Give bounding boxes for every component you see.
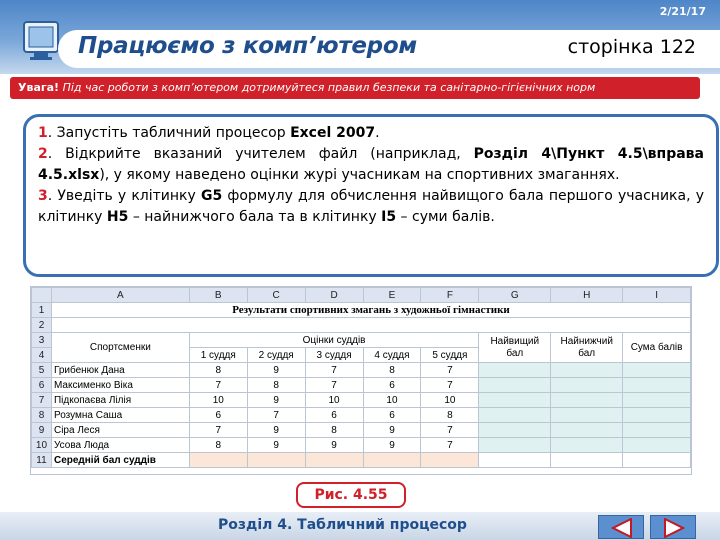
score-cell: 9 xyxy=(305,438,363,453)
column-header: D xyxy=(305,288,363,303)
score-cell: 8 xyxy=(189,438,247,453)
min-cell xyxy=(551,438,623,453)
score-cell: 7 xyxy=(421,438,479,453)
spreadsheet-figure xyxy=(30,286,692,475)
max-cell xyxy=(479,363,551,378)
sheet-title: Результати спортивних змагань з художньої гімнастики xyxy=(51,303,690,318)
computer-icon xyxy=(22,18,62,62)
page-reference: сторінка 122 xyxy=(567,36,696,58)
average-label: Середній бал суддів xyxy=(51,453,189,468)
row-number: 10 xyxy=(32,438,52,453)
avg-cell xyxy=(189,453,247,468)
athlete-name: Максименко Віка xyxy=(51,378,189,393)
avg-cell xyxy=(305,453,363,468)
score-cell: 9 xyxy=(247,363,305,378)
row-number: 4 xyxy=(32,348,52,363)
task-list xyxy=(38,123,704,228)
table-row xyxy=(32,378,691,393)
score-cell: 7 xyxy=(421,378,479,393)
row-number: 2 xyxy=(32,318,52,333)
header-sum: Сума балів xyxy=(623,333,691,363)
score-cell: 9 xyxy=(247,438,305,453)
column-header: I xyxy=(623,288,691,303)
min-cell xyxy=(551,378,623,393)
judge-header: 3 суддя xyxy=(305,348,363,363)
score-cell: 10 xyxy=(363,393,421,408)
task-3 xyxy=(38,186,704,228)
score-cell: 6 xyxy=(363,408,421,423)
row-number: 1 xyxy=(32,303,52,318)
task-2-end: ), у якому наведено оцінки журі учасникам на спортивних змаганнях. xyxy=(99,167,620,183)
column-header: C xyxy=(247,288,305,303)
score-cell: 8 xyxy=(247,378,305,393)
avg-cell xyxy=(421,453,479,468)
header-scores: Оцінки суддів xyxy=(189,333,479,348)
judge-header: 2 суддя xyxy=(247,348,305,363)
column-header: F xyxy=(421,288,479,303)
sum-cell xyxy=(623,423,691,438)
score-cell: 9 xyxy=(247,423,305,438)
sum-cell xyxy=(623,393,691,408)
warning-label: Увага! xyxy=(18,81,60,94)
row-number: 8 xyxy=(32,408,52,423)
date-label: 2/21/17 xyxy=(659,5,706,18)
athlete-name: Усова Люда xyxy=(51,438,189,453)
score-cell: 6 xyxy=(189,408,247,423)
score-cell: 7 xyxy=(305,378,363,393)
safety-warning xyxy=(10,77,700,99)
task-3-cell-g5: G5 xyxy=(200,188,223,204)
max-cell xyxy=(479,438,551,453)
task-3-text-3: – найнижчого бала та в клітинку xyxy=(128,209,382,225)
arrow-right-icon xyxy=(663,518,685,538)
table-row xyxy=(32,438,691,453)
task-2-number: 2 xyxy=(38,146,48,162)
score-cell: 9 xyxy=(363,423,421,438)
task-3-cell-i5: I5 xyxy=(381,209,397,225)
score-cell: 9 xyxy=(363,438,421,453)
column-header: A xyxy=(51,288,189,303)
table-row xyxy=(32,333,691,348)
header-min: Найнижчий бал xyxy=(551,333,623,363)
score-cell: 7 xyxy=(247,408,305,423)
spreadsheet-table xyxy=(31,287,691,468)
table-row xyxy=(32,393,691,408)
table-row xyxy=(32,453,691,468)
task-1-number: 1 xyxy=(38,125,48,141)
table-row xyxy=(32,318,691,333)
task-3-text-2: формулу для обчислення найвищого бала першого учасника, у клітинку xyxy=(38,188,704,225)
score-cell: 8 xyxy=(363,363,421,378)
table-row xyxy=(32,423,691,438)
empty-cell xyxy=(551,453,623,468)
athlete-name: Грибенюк Дана xyxy=(51,363,189,378)
sum-cell xyxy=(623,363,691,378)
score-cell: 7 xyxy=(189,378,247,393)
column-header: H xyxy=(551,288,623,303)
header-athletes: Спортсменки xyxy=(51,333,189,363)
task-2-text: . Відкрийте вказаний учителем файл (наприклад, xyxy=(47,146,474,162)
empty-cell xyxy=(479,453,551,468)
score-cell: 6 xyxy=(305,408,363,423)
score-cell: 10 xyxy=(421,393,479,408)
sum-cell xyxy=(623,378,691,393)
score-cell: 7 xyxy=(189,423,247,438)
judge-header: 1 суддя xyxy=(189,348,247,363)
task-1-app: Excel 2007 xyxy=(290,125,376,141)
column-header: B xyxy=(189,288,247,303)
min-cell xyxy=(551,408,623,423)
min-cell xyxy=(551,423,623,438)
task-3-end: – суми балів. xyxy=(396,209,495,225)
row-number: 11 xyxy=(32,453,52,468)
score-cell: 8 xyxy=(189,363,247,378)
task-box xyxy=(23,114,719,277)
max-cell xyxy=(479,378,551,393)
task-3-number: 3 xyxy=(38,188,48,204)
score-cell: 7 xyxy=(421,423,479,438)
figure-caption: Рис. 4.55 xyxy=(296,482,406,508)
table-row xyxy=(32,408,691,423)
prev-slide-button[interactable] xyxy=(598,515,644,539)
task-1-end: . xyxy=(375,125,380,141)
avg-cell xyxy=(247,453,305,468)
score-cell: 9 xyxy=(247,393,305,408)
arrow-left-icon xyxy=(611,518,633,538)
table-row xyxy=(32,303,691,318)
max-cell xyxy=(479,423,551,438)
score-cell: 8 xyxy=(421,408,479,423)
score-cell: 10 xyxy=(189,393,247,408)
judge-header: 4 суддя xyxy=(363,348,421,363)
row-number: 7 xyxy=(32,393,52,408)
header-max: Найвищий бал xyxy=(479,333,551,363)
table-row xyxy=(32,363,691,378)
score-cell: 10 xyxy=(305,393,363,408)
athlete-name: Підкопаєва Лілія xyxy=(51,393,189,408)
athlete-name: Розумна Саша xyxy=(51,408,189,423)
avg-cell xyxy=(363,453,421,468)
max-cell xyxy=(479,393,551,408)
column-header: E xyxy=(363,288,421,303)
task-2-file: Розділ 4\Пункт 4.5\вправа 4.5.xlsx xyxy=(38,146,704,183)
next-slide-button[interactable] xyxy=(650,515,696,539)
max-cell xyxy=(479,408,551,423)
score-cell: 7 xyxy=(421,363,479,378)
judge-header: 5 суддя xyxy=(421,348,479,363)
score-cell: 8 xyxy=(305,423,363,438)
empty-cell xyxy=(623,453,691,468)
athlete-name: Сіра Леся xyxy=(51,423,189,438)
min-cell xyxy=(551,363,623,378)
row-number: 3 xyxy=(32,333,52,348)
section-title: Розділ 4. Табличний процесор xyxy=(218,517,467,533)
warning-text: Під час роботи з комп’ютером дотримуйтеся правил безпеки та санітарно-гігієнічних норм xyxy=(62,81,596,94)
score-cell: 6 xyxy=(363,378,421,393)
row-number: 6 xyxy=(32,378,52,393)
column-header: G xyxy=(479,288,551,303)
task-3-text: . Уведіть у клітинку xyxy=(47,188,201,204)
task-1-text: . Запустіть табличний процесор xyxy=(47,125,291,141)
column-header-row xyxy=(32,288,691,303)
row-number: 5 xyxy=(32,363,52,378)
sum-cell xyxy=(623,408,691,423)
task-1 xyxy=(38,123,704,144)
page-title: Працюємо з комп’ютером xyxy=(78,33,417,59)
empty-row xyxy=(51,318,690,333)
task-2 xyxy=(38,144,704,186)
row-number: 9 xyxy=(32,423,52,438)
task-3-cell-h5: H5 xyxy=(106,209,129,225)
sum-cell xyxy=(623,438,691,453)
corner-cell xyxy=(32,288,52,303)
score-cell: 7 xyxy=(305,363,363,378)
min-cell xyxy=(551,393,623,408)
